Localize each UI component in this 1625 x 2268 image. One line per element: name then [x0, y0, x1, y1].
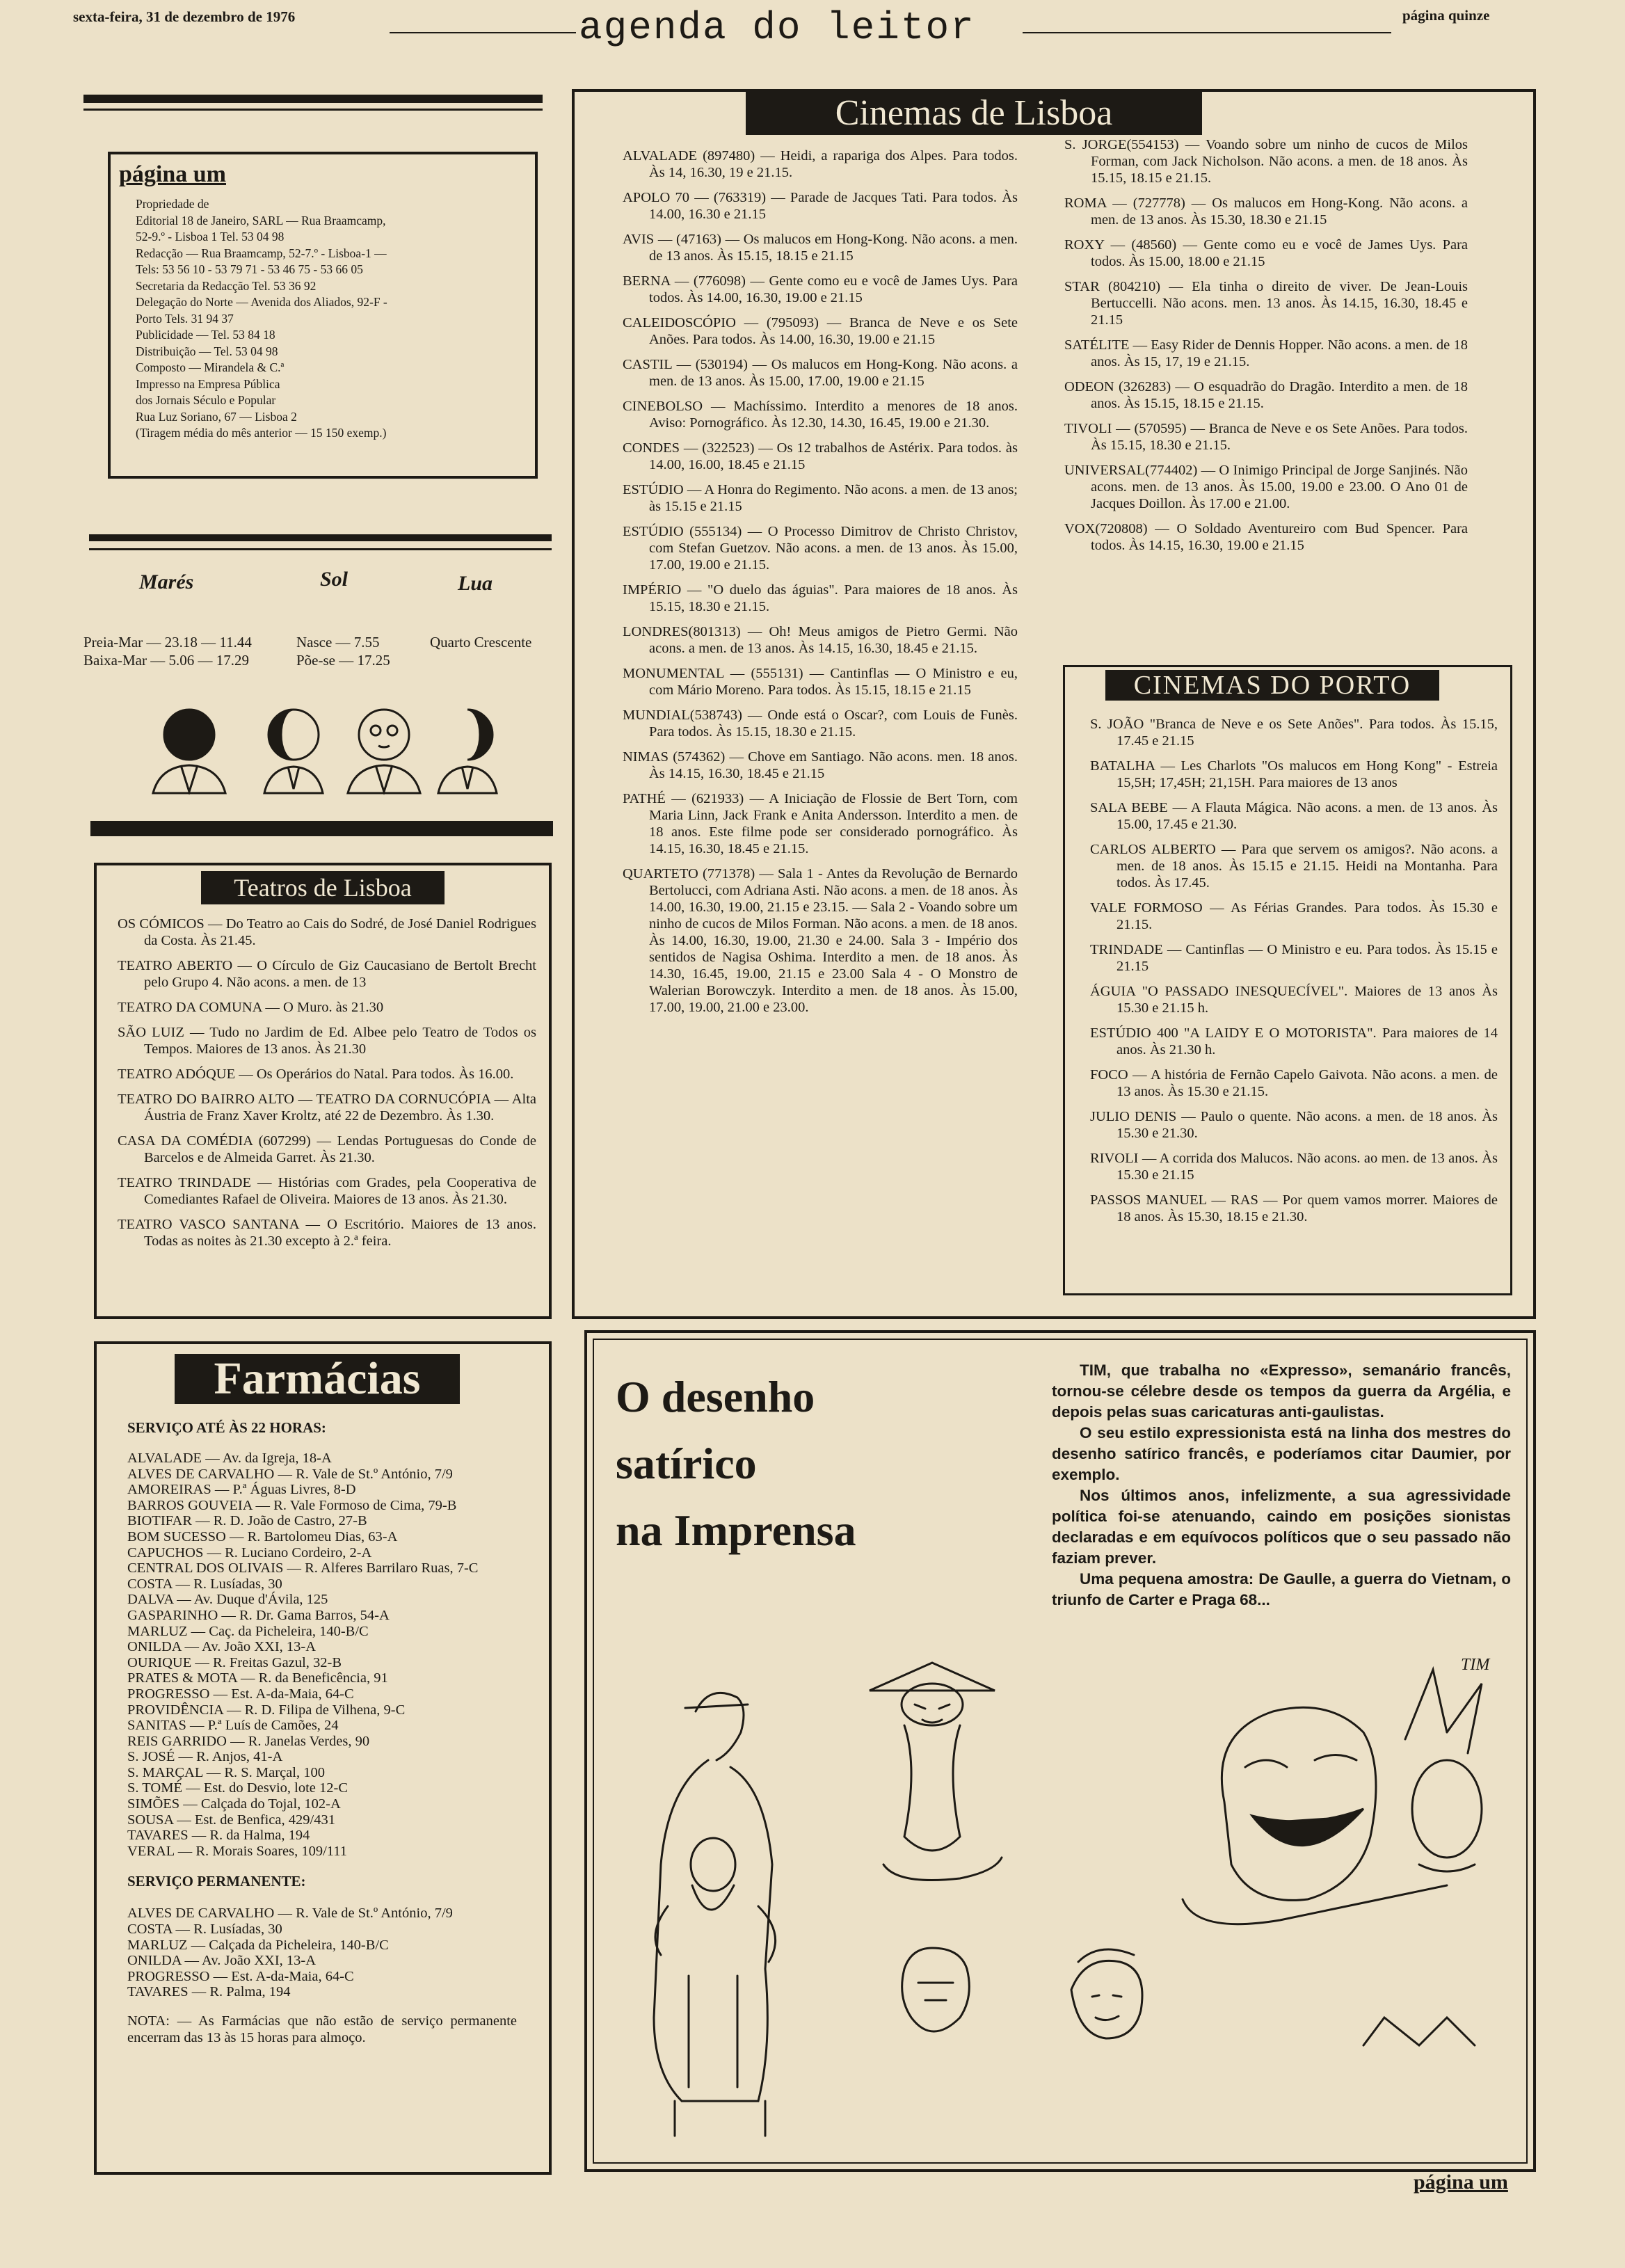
cinema-porto-listing: S. JOÃO "Branca de Neve e os Sete Anões". Para todos. Às 15.15, 17.45 e 21.15 — [1090, 717, 1498, 749]
pharmacy-listing: BOM SUCESSO — R. Bartolomeu Dias, 63-A — [127, 1528, 398, 1544]
porto-list — [1090, 716, 1498, 1225]
pharmacy-listing: S. TOMÉ — Est. do Desvio, lote 12-C — [127, 1780, 348, 1796]
section-title: agenda do leitor — [579, 6, 975, 50]
cinema-listing: MUNDIAL(538743) — Onde está o Oscar?, com Louis de Funès. Para todos. Às 15.15, 18.30 e 21.15. — [623, 708, 1018, 740]
pharmacy-listing: S. JOSÉ — R. Anjos, 41-A — [127, 1749, 283, 1765]
sky-top-bar — [89, 534, 552, 541]
article-title — [616, 1364, 991, 1564]
spacer — [550, 278, 555, 287]
sunset: Põe-se — 17.25 — [296, 652, 390, 669]
cinema-listing: QUARTETO (771378) — Sala 1 - Antes da Revolução de Bernardo Bertolucci, com Adriana Asti. Não acons. a men. de 18 anos. Às 14.00, 16.30, 19.00, 21.15 e 23.15. — Sala 2 - Voando sobre um ninho de cucos de Milos Forman. Não acons. a men. de 18 anos. Às 14.00, 16.30, 19.00, 21.30 e 24.00. Sala 3 - Império dos sentidos de Nagisa Oshima. Interdito a men. de 18 anos. Às 14.30, 16.45, 19.00, 21.15 e 23.00 Sala 4 - O Monstro de Walerian Borowczyk. Interdito a men. de 18 anos. Às 15.00, 17.00, 19.00, 21.00 e 23.00. — [623, 866, 1018, 1015]
masthead-line: Editorial 18 de Janeiro, SARL — Rua Braamcamp, — [136, 213, 386, 227]
cinema-porto-listing: RIVOLI — A corrida dos Malucos. Não acons. ao men. de 13 anos. Às 15.30 e 21.15 — [1090, 1151, 1498, 1183]
cinema-listing: CINEBOLSO — Machíssimo. Interdito a menores de 18 anos. Aviso: Pornográfico. Às 12.30, 14.30, 16.45, 19.00 e 21.30. — [623, 399, 1018, 431]
pharmacy-listing: AMOREIRAS — P.ª Águas Livres, 8-D — [127, 1482, 356, 1498]
theatre-listing: TEATRO TRINDADE — Histórias com Grades, pela Cooperativa de Comediantes Rafael de Oliveira. Maiores de 13 anos. Às 21.30. — [118, 1175, 536, 1207]
pharmacy-listing: ONILDA — Av. João XXI, 13-A — [127, 1639, 317, 1655]
article-body — [1052, 1360, 1511, 1611]
first-quarter-figure — [264, 710, 323, 793]
de-gaulle-cartoon — [654, 1693, 776, 2136]
low-tide: Baixa-Mar — 5.06 — 17.29 — [83, 652, 249, 669]
tides-heading: Marés — [139, 570, 194, 593]
cinema-porto-listing: ÁGUIA "O PASSADO INESQUECÍVEL". Maiores de 13 anos Às 15.30 e 21.15 h. — [1090, 984, 1498, 1016]
cinema-listing: IMPÉRIO — "O duelo das águias". Para maiores de 18 anos. Às 15.15, 18.30 e 21.15. — [623, 582, 1018, 614]
theatre-listing: TEATRO ADÓQUE — Os Operários do Natal. Para todos. Às 16.00. — [118, 1067, 514, 1082]
cinema-listing: ROXY — (48560) — Gente como eu e você de James Uys. Para todos. Às 15.00, 18.00 e 21.15 — [1064, 237, 1468, 269]
cinema-porto-listing: CARLOS ALBERTO — Para que servem os amigos?. Não acons. a men. de 18 anos. Às 15.15 e 21.15. Heidi na Montanha. Para todos. Às 17.45. — [1090, 842, 1498, 891]
pharmacy-listing: BARROS GOUVEIA — R. Vale Formoso de Cima, 79-B — [127, 1497, 457, 1513]
service-22-label: SERVIÇO ATÉ ÀS 22 HORAS: — [127, 1419, 326, 1436]
cinema-listing: ESTÚDIO (555134) — O Processo Dimitrov de Christo Christov, com Stefan Guetzov. Não acons. a men. de 13 anos. Às 15.00, 17.00, 19.00 e 21.15. — [623, 524, 1018, 573]
theatres-top-bar — [90, 821, 553, 836]
theatres-list — [118, 916, 536, 1249]
lisboa-column-1 — [623, 147, 1018, 1024]
article-paragraph: Uma pequena amostra: De Gaulle, a guerra do Vietnam, o triunfo de Carter e Praga 68... — [1052, 1570, 1511, 1608]
cinema-listing: ALVALADE (897480) — Heidi, a rapariga dos Alpes. Para todos. Às 14, 16.30, 19 e 21.15. — [623, 148, 1018, 180]
sky-top-rule — [89, 548, 552, 550]
cinema-listing: AVIS — (47163) — Os malucos em Hong-Kong. Não acons. a men. de 13 anos. Às 15.15, 18.15 e 21.15 — [623, 232, 1018, 264]
pharmacy-permanent-listing: ALVES DE CARVALHO — R. Vale de St.º António, 7/9 — [127, 1906, 453, 1922]
article-paragraph: Nos últimos anos, infelizmente, a sua agressividade política foi-se atenuando, caindo em posições sionistas declaradas e em equívocos políticos que o seu passado não faziam prever. — [1052, 1487, 1511, 1567]
cinema-porto-listing: FOCO — A história de Fernão Capelo Gaivota. Não acons. a men. de 13 anos. Às 15.30 e 21.15. — [1090, 1067, 1498, 1099]
pharmacies-title: Farmácias — [175, 1354, 460, 1404]
pharmacy-listing: DALVA — Av. Duque d'Ávila, 125 — [127, 1592, 328, 1608]
cinema-porto-listing: JULIO DENIS — Paulo o quente. Não acons. a men. de 18 anos. Às 15.30 e 21.30. — [1090, 1109, 1498, 1141]
article-paragraph: TIM, que trabalha no «Expresso», semanário francês, tornou-se célebre desde os tempos da guerra da Argélia, e depois pelas suas caricaturas anti-gaulistas. — [1052, 1361, 1511, 1421]
pharmacy-listing: SOUSA — Est. de Benfica, 429/431 — [127, 1812, 335, 1828]
cinema-listing: BERNA — (776098) — Gente como eu e você de James Uys. Para todos. Às 14.00, 16.30, 19.00 e 21.15 — [623, 273, 1018, 305]
pharmacy-permanent-listing: COSTA — R. Lusíadas, 30 — [127, 1922, 282, 1938]
footer-label: página um — [1414, 2171, 1508, 2194]
pharmacies-box — [94, 1341, 552, 2175]
header-rule-right — [1023, 32, 1391, 33]
masthead-line: dos Jornais Século e Popular — [136, 393, 276, 407]
moon-phase: Quarto Crescente — [430, 634, 532, 650]
cinema-porto-listing: SALA BEBE — A Flauta Mágica. Não acons. a men. de 13 anos. Às 15.00, 17.45 e 21.30. — [1090, 800, 1498, 832]
masthead-top-bar — [83, 95, 543, 103]
cinema-listing: ESTÚDIO — A Honra do Regimento. Não acons. a men. de 13 anos; às 15.15 e 21.15 — [623, 482, 1018, 514]
pharmacy-listing: COSTA — R. Lusíadas, 30 — [127, 1576, 282, 1592]
pharmacy-listing: VERAL — R. Morais Soares, 109/111 — [127, 1843, 348, 1859]
masthead-line: Publicidade — Tel. 53 84 18 — [136, 328, 275, 342]
cinema-porto-listing: ESTÚDIO 400 "A LAIDY E O MOTORISTA". Para maiores de 14 anos. Às 21.30 h. — [1090, 1025, 1498, 1057]
masthead-line: Composto — Mirandela & C.ª — [136, 360, 285, 374]
cinema-porto-listing: VALE FORMOSO — As Férias Grandes. Para todos. Às 15.30 e 21.15. — [1090, 900, 1498, 932]
cinema-listing: STAR (804210) — Ela tinha o direito de viver. De Jean-Louis Bertuccelli. Não acons. men. 13 anos. Às 14.15, 16.30, 18.45 e 21.15 — [1064, 279, 1468, 328]
masthead-lines — [136, 196, 535, 442]
cinemas-porto-box — [1063, 665, 1512, 1295]
masthead-top-rule — [83, 109, 543, 111]
pharmacy-listing: REIS GARRIDO — R. Janelas Verdes, 90 — [127, 1733, 370, 1749]
cinema-listing: S. JORGE(554153) — Voando sobre um ninho de cucos de Milos Forman, com Jack Nicholson. Não acons. a men. de 18 anos. Às 15.15, 18.15 e 21.15. — [1064, 137, 1468, 186]
pharmacy-listing: GASPARINHO — R. Dr. Gama Barros, 54-A — [127, 1607, 390, 1623]
pharmacy-listing: SANITAS — P.ª Luís de Camões, 24 — [127, 1718, 339, 1734]
cinema-porto-listing: TRINDADE — Cantinflas — O Ministro e eu. Para todos. Às 15.15 e 21.15 — [1090, 942, 1498, 974]
permanent-list — [127, 1906, 517, 2000]
new-moon-figure — [153, 710, 225, 793]
cinemas-lisboa-title: Cinemas de Lisboa — [746, 92, 1202, 135]
pharmacy-listing: S. MARÇAL — R. S. Marçal, 100 — [127, 1764, 325, 1780]
article-title-line: satírico — [616, 1439, 757, 1488]
cinema-listing: NIMAS (574362) — Chove em Santiago. Não acons. men. 18 anos. Às 14.15, 16.30, 18.45 e 21.15 — [623, 749, 1018, 781]
article-title-line: na Imprensa — [616, 1506, 856, 1555]
last-quarter-figure — [438, 710, 497, 793]
masthead-box — [108, 152, 538, 479]
carter-cartoon — [1183, 1670, 1482, 2045]
cinema-listing: PATHÉ — (621933) — A Iniciação de Flossie de Bert Torn, com Maria Linn, Jack Frank e Anita Andersson. Interdito a men. de 18 anos. Este filme pode ser considerado pornográfico. Às 14.15, 16.30, 18.45 e 21.15. — [623, 791, 1018, 856]
cinema-porto-listing: BATALHA — Les Charlots "Os malucos em Hong Kong" - Estreia 15,5H; 17,45H; 21,15H. Para maiores de 13 anos — [1090, 758, 1498, 790]
masthead-line: Distribuição — Tel. 53 04 98 — [136, 344, 278, 358]
pharmacy-permanent-listing: ONILDA — Av. João XXI, 13-A — [127, 1953, 317, 1969]
header-rule-left — [390, 32, 576, 33]
pharmacy-listing: BIOTIFAR — R. D. João de Castro, 27-B — [127, 1513, 367, 1529]
theatres-box — [94, 863, 552, 1319]
moon-heading: Lua — [458, 572, 493, 595]
cinema-listing: ROMA — (727778) — Os malucos em Hong-Kong. Não acons. a men. de 13 anos. Às 15.30, 18.30 e 21.15 — [1064, 195, 1468, 227]
article-paragraph: O seu estilo expressionista está na linha dos mestres do desenho satírico francês, e poderíamos citar Daumier, por exemplo. — [1052, 1424, 1511, 1483]
pharmacy-listing: ALVES DE CARVALHO — R. Vale de St.º António, 7/9 — [127, 1466, 453, 1482]
theatre-listing: TEATRO ABERTO — O Círculo de Giz Caucasiano de Bertolt Brecht pelo Grupo 4. Não acons. a men. de 13 — [118, 958, 536, 990]
pharmacy-listing: PROVIDÊNCIA — R. D. Filipa de Vilhena, 9-C — [127, 1702, 406, 1718]
cinema-porto-listing: PASSOS MANUEL — RAS — Por quem vamos morrer. Maiores de 18 anos. Às 15.30, 18.15 e 21.30. — [1090, 1192, 1498, 1224]
pharmacy-listing: MARLUZ — Caç. da Picheleira, 140-B/C — [127, 1623, 369, 1639]
pharmacy-permanent-listing: MARLUZ — Calçada da Picheleira, 140-B/C — [127, 1937, 389, 1953]
sun-heading: Sol — [320, 568, 349, 591]
page-label: página quinze — [1402, 7, 1490, 24]
pharmacy-permanent-listing: PROGRESSO — Est. A-da-Maia, 64-C — [127, 1968, 354, 1984]
pharmacy-listing: CENTRAL DOS OLIVAIS — R. Alferes Barrilaro Ruas, 7-C — [127, 1560, 479, 1576]
pharmacy-listing: ALVALADE — Av. da Igreja, 18-A — [127, 1451, 332, 1466]
full-moon-figure — [348, 710, 420, 793]
theatre-listing: TEATRO VASCO SANTANA — O Escritório. Maiores de 13 anos. Todas as noites às 21.30 excepto à 2.ª feira. — [118, 1217, 536, 1249]
masthead-line: 52-9.º - Lisboa 1 Tel. 53 04 98 — [136, 230, 285, 243]
masthead-line: Porto Tels. 31 94 37 — [136, 311, 234, 326]
masthead-line: Tels: 53 56 10 - 53 79 71 - 53 46 75 - 53 66 05 — [136, 262, 363, 276]
pharmacy-listing: SIMÕES — Calçada do Tojal, 102-A — [127, 1796, 341, 1812]
theatres-title: Teatros de Lisboa — [201, 871, 445, 904]
pharmacy-listing: PRATES & MOTA — R. da Beneficência, 91 — [127, 1670, 388, 1686]
vietnam-cartoon — [870, 1663, 1002, 2031]
cinema-listing: UNIVERSAL(774402) — O Inimigo Principal de Jorge Sanjinés. Não acons. men. de 13 anos. Às 15.00, 19.00 e 23.00. O Ano 01 de Jacques Doillon. Às 17.00 e 21.00. — [1064, 463, 1468, 511]
satirical-cartoons — [626, 1656, 1503, 2143]
cinema-listing: APOLO 70 — (763319) — Parade de Jacques Tati. Para todos. Às 14.00, 16.30 e 21.15 — [623, 190, 1018, 222]
cinema-listing: MONUMENTAL — (555131) — Cantinflas — O Ministro e eu, com Mário Moreno. Para todos. Às 15.15, 18.15 e 21.15 — [623, 666, 1018, 698]
masthead-line: Redacção — Rua Braamcamp, 52-7.º - Lisboa-1 — — [136, 246, 387, 260]
pharmacy-listing: OURIQUE — R. Freitas Gazul, 32-B — [127, 1654, 342, 1670]
masthead-line: Propriedade de — [136, 197, 209, 211]
theatre-listing: SÃO LUIZ — Tudo no Jardim de Ed. Albee pelo Teatro de Todos os Tempos. Maiores de 13 anos. Às 21.30 — [118, 1025, 536, 1057]
cinema-listing: LONDRES(801313) — Oh! Meus amigos de Pietro Germi. Não acons. a men. de 13 anos. Às 14.15, 16.30, 18.45 e 21.15. — [623, 624, 1018, 656]
masthead-line: (Tiragem média do mês anterior — 15 150 exemp.) — [136, 426, 387, 440]
masthead-line: Delegação do Norte — Avenida dos Aliados, 92-F - — [136, 295, 387, 309]
cinema-listing: ODEON (326283) — O esquadrão do Dragão. Interdito a men. de 18 anos. Às 15.15, 18.15 e 21.15. — [1064, 379, 1468, 411]
pharmacy-listing: CAPUCHOS — R. Luciano Cordeiro, 2-A — [127, 1544, 372, 1560]
pharmacy-permanent-listing: TAVARES — R. Palma, 194 — [127, 1984, 291, 2000]
theatre-listing: CASA DA COMÉDIA (607299) — Lendas Portuguesas do Conde de Barcelos e de Almeida Garret. Às 21.30. — [118, 1133, 536, 1165]
sunrise: Nasce — 7.55 — [296, 634, 380, 650]
pharmacy-listing: TAVARES — R. da Halma, 194 — [127, 1828, 310, 1844]
theatre-listing: OS CÓMICOS — Do Teatro ao Cais do Sodré, de José Daniel Rodrigues da Costa. Às 21.45. — [118, 916, 536, 948]
theatre-listing: TEATRO DO BAIRRO ALTO — TEATRO DA CORNUCÓPIA — Alta Áustria de Franz Xaver Kroltz, até 22 de Dezembro. Às 1.30. — [118, 1092, 536, 1124]
lisboa-column-2 — [1064, 136, 1468, 562]
cinema-listing: TIVOLI — (570595) — Branca de Neve e os Sete Anões. Para todos. Às 15.15, 18.30 e 21.15. — [1064, 421, 1468, 453]
cinema-listing: SATÉLITE — Easy Rider de Dennis Hopper. Não acons. a men. de 18 anos. Às 15, 17, 19 e 21.15. — [1064, 337, 1468, 369]
masthead-line: Secretaria da Redacção Tel. 53 36 92 — [136, 278, 317, 293]
prague-cartoon — [1071, 1949, 1142, 2038]
cinemas-porto-title: CINEMAS DO PORTO — [1105, 670, 1439, 701]
cinema-listing: CASTIL — (530194) — Os malucos em Hong-Kong. Não acons. a men. de 13 anos. Às 15.00, 17.00, 19.00 e 21.15 — [623, 357, 1018, 389]
moon-phase-figures — [146, 703, 508, 800]
header-date: sexta-feira, 31 de dezembro de 1976 — [73, 8, 296, 25]
cinema-listing: CONDES — (322523) — Os 12 trabalhos de Astérix. Para todos. às 14.00, 16.00, 18.45 e 21.15 — [623, 440, 1018, 472]
theatre-listing: TEATRO DA COMUNA — O Muro. às 21.30 — [118, 1000, 384, 1015]
service-22-list — [127, 1451, 517, 1859]
masthead-line: Impresso na Empresa Pública — [136, 376, 280, 391]
cartoon-signature: TIM — [1461, 1656, 1490, 1674]
pharmacies-note: NOTA: — As Farmácias que não estão de serviço permanente encerram das 13 às 15 horas para almoço. — [127, 2013, 517, 2045]
cinema-listing: CALEIDOSCÓPIO — (795093) — Branca de Neve e os Sete Anões. Para todos. Às 14.00, 16.30, 19.00 e 21.15 — [623, 315, 1018, 347]
high-tide: Preia-Mar — 23.18 — 11.44 — [83, 634, 252, 650]
masthead-line: Rua Luz Soriano, 67 — Lisboa 2 — [136, 409, 297, 424]
permanent-label: SERVIÇO PERMANENTE: — [127, 1873, 306, 1890]
cinema-listing: VOX(720808) — O Soldado Aventureiro com Bud Spencer. Para todos. Às 14.15, 16.30, 19.00 e 21.15 — [1064, 521, 1468, 553]
article-title-line: O desenho — [616, 1372, 815, 1421]
masthead-title: página um — [119, 161, 226, 187]
pharmacy-listing: PROGRESSO — Est. A-da-Maia, 64-C — [127, 1686, 354, 1702]
